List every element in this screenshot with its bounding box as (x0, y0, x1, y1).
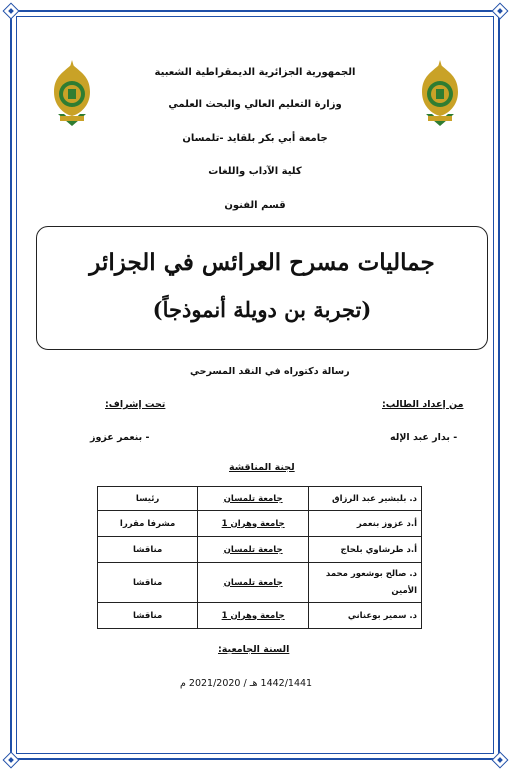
committee-member-university: جامعة تلمسان (198, 563, 309, 603)
header-republic: الجمهورية الجزائرية الديمقراطية الشعبية (154, 67, 356, 78)
table-row (98, 563, 422, 603)
committee-member-role: مناقشا (98, 603, 198, 629)
university-emblem-left-icon (50, 58, 94, 130)
supervisor-label: تحت إشراف: (105, 399, 166, 410)
committee-member-university: جامعة وهران 1 (198, 603, 309, 629)
committee-member-name: د. بلبشير عبد الرزاق (309, 487, 422, 511)
supervisor-name: - بنعمر عزوز (90, 432, 150, 443)
table-row (98, 487, 422, 511)
committee-member-role: مناقشا (98, 537, 198, 563)
header-ministry: وزارة التعليم العالي والبحث العلمي (168, 99, 342, 110)
header-department: قسم الفنون (224, 200, 286, 211)
header-faculty: كلية الآداب واللغات (208, 166, 302, 177)
committee-member-role: رئيسا (98, 487, 198, 511)
university-emblem-right-icon (418, 58, 462, 130)
thesis-type: رسالة دكتوراه في النقد المسرحي (190, 366, 350, 377)
table-row (98, 603, 422, 629)
student-name: - بدار عبد الإله (390, 432, 458, 443)
thesis-title-box (36, 226, 488, 350)
thesis-subtitle: (تجربة بن دويلة أنموذجاً) (152, 297, 372, 322)
committee-member-name: أ.د طرشاوي بلحاج (309, 537, 422, 563)
table-row (98, 537, 422, 563)
committee-heading: لجنة المناقشة (229, 462, 295, 473)
committee-member-name: أ.د عزوز بنعمر (309, 511, 422, 537)
committee-member-name: د. صالح بوشعور محمد الأمين (309, 563, 422, 603)
committee-table (97, 486, 422, 629)
committee-member-university: جامعة وهران 1 (198, 511, 309, 537)
table-row (98, 511, 422, 537)
student-label: من إعداد الطالب: (382, 399, 464, 410)
committee-member-name: د. سمير بوعناني (309, 603, 422, 629)
academic-year-value: 1442/1441 هـ / 2021/2020 م (180, 678, 313, 689)
committee-member-university: جامعة تلمسان (198, 537, 309, 563)
thesis-title: جماليات مسرح العرائس في الجزائر (89, 249, 435, 276)
academic-year-label: السنة الجامعية: (218, 644, 290, 655)
header-university: جامعة أبي بكر بلقايد -تلمسان (182, 133, 328, 144)
committee-member-role: مناقشا (98, 563, 198, 603)
committee-member-university: جامعة تلمسان (198, 487, 309, 511)
committee-member-role: مشرفا مقررا (98, 511, 198, 537)
